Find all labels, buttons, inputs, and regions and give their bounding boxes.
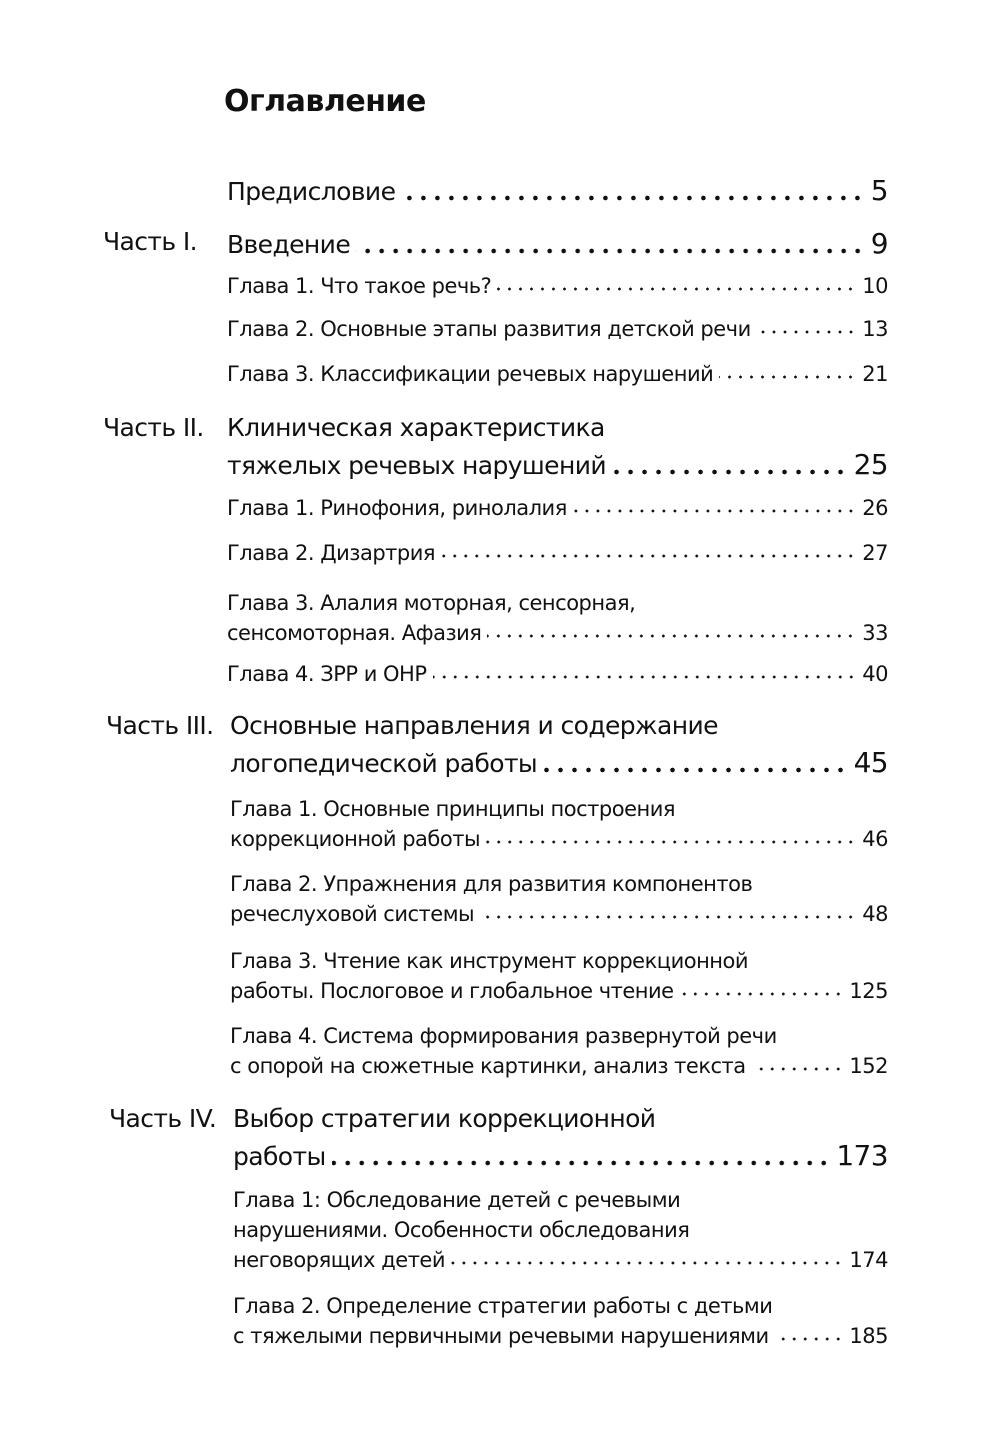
page-number: 48 [862,902,888,926]
page-number: 33 [862,621,888,645]
entry-title: Глава 4. Система формирования развернутой речи [230,1024,777,1048]
page-number: 21 [862,362,888,386]
entry-title: неговорящих детей [233,1248,445,1272]
dot-leader [497,286,856,292]
dot-leader [680,991,844,997]
page-number: 152 [849,1054,888,1078]
entry-title: логопедической работы [230,749,538,778]
page-number: 125 [849,979,888,1003]
entry-title: Глава 1. Основные принципы построения [230,797,675,821]
entry-title: Глава 3. Алалия моторная, сенсорная, [227,591,636,615]
dot-leader [775,1336,844,1342]
entry-title: Введение [227,230,351,259]
page-number: 10 [862,274,888,298]
entry-title: сенсомоторная. Афазия [227,621,482,645]
entry-title: Основные направления и содержание [230,711,718,740]
entry-title: Глава 2. Определение стратегии работы с детьми [233,1294,773,1318]
dot-leader [356,248,865,254]
dot-leader [486,839,856,845]
page-number: 174 [849,1248,888,1272]
page-number: 185 [849,1324,888,1348]
dot-leader [612,469,848,475]
entry-title: тяжелых речевых нарушений [227,451,607,480]
entry-title: Клиническая характеристика [227,413,605,442]
entry-title: Глава 2. Основные этапы развития детской речи [227,317,751,341]
entry-title: Глава 3. Чтение как инструмент коррекционной [230,949,749,973]
page-number: 25 [853,448,888,481]
dot-leader [441,553,856,559]
dot-leader [401,195,864,201]
entry-title: Глава 2. Упражнения для развития компонентов [230,872,753,896]
entry-title: Предисловие [227,177,396,206]
page-number: 13 [862,317,888,341]
page-number: 40 [862,662,888,686]
page-number: 9 [870,227,888,260]
entry-title: Выбор стратегии коррекционной [233,1104,656,1133]
part-label: Часть I. [103,227,197,256]
page-number: 5 [870,174,888,207]
dot-leader [487,633,856,639]
entry-title: с опорой на сюжетные картинки, анализ текста [230,1054,746,1078]
page-number: 173 [836,1139,888,1172]
entry-title: работы. Послоговое и глобальное чтение [230,979,674,1003]
dot-leader [480,914,856,920]
entry-title: Глава 1. Ринофония, ринолалия [227,496,567,520]
page-number: 27 [862,541,888,565]
entry-title: работы [233,1142,326,1171]
dot-leader [719,374,856,380]
entry-title: с тяжелыми первичными речевыми нарушениями [233,1324,769,1348]
page-number: 26 [862,496,888,520]
entry-title: Глава 1: Обследование детей с речевыми [233,1188,681,1212]
part-label: Часть II. [103,413,204,442]
dot-leader [451,1260,843,1266]
entry-title: коррекционной работы [230,827,481,851]
dot-leader [752,1066,844,1072]
dot-leader [543,767,848,773]
page-title: Оглавление [224,84,426,119]
entry-title: Глава 4. ЗРР и ОНР [227,662,427,686]
entry-title: речеслуховой системы [230,902,475,926]
dot-leader [433,674,857,680]
part-label: Часть III. [106,711,214,740]
entry-title: Глава 3. Классификации речевых нарушений [227,362,714,386]
page-number: 46 [862,827,888,851]
part-label: Часть IV. [109,1104,217,1133]
dot-leader [757,329,857,335]
entry-title: Глава 1. Что такое речь? [227,274,492,298]
entry-title: нарушениями. Особенности обследования [233,1218,690,1242]
dot-leader [332,1160,831,1166]
entry-title: Глава 2. Дизартрия [227,541,435,565]
page-number: 45 [853,746,888,779]
dot-leader [573,508,856,514]
